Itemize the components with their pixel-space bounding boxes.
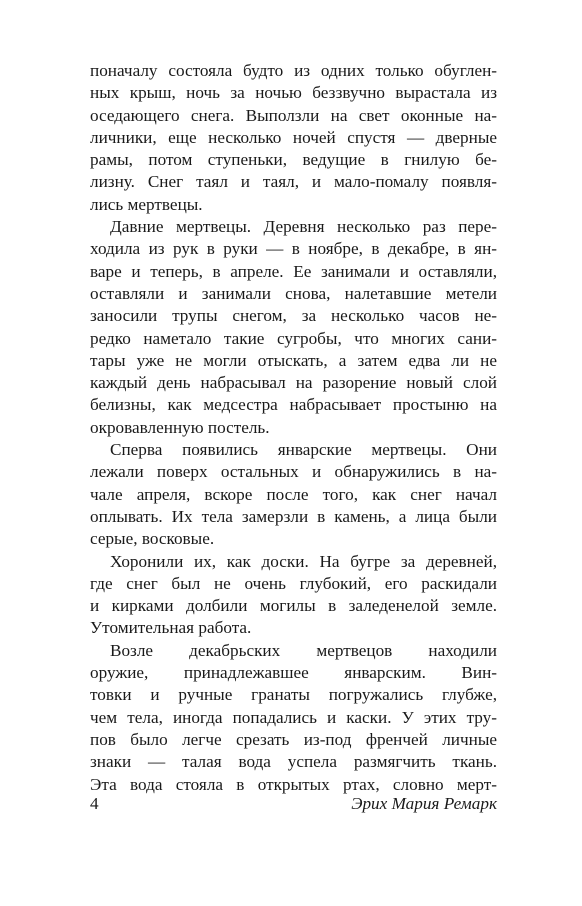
page-body [90,60,497,796]
text-line: варе и теперь, в апреле. Ее занимали и оставляли, [90,261,497,281]
page-footer [90,792,497,816]
paragraph-1 [90,60,497,216]
text-line: и кирками долбили могилы в заледенелой земле. [90,596,497,616]
text-line: рамы, потом ступеньки, ведущие в гнилую бе- [90,150,497,170]
text-line: Давние мертвецы. Деревня несколько раз пере- [110,217,497,237]
paragraph-2 [90,216,497,439]
paragraph-5 [90,640,497,796]
text-line: товки и ручные гранаты погружались глубже, [90,685,497,705]
text-line: оставляли и занимали снова, налетавшие метели [90,283,497,303]
text-line: тары уже не могли отыскать, а затем едва ли не [90,350,497,370]
text-line: лись мертвецы. [90,194,203,214]
text-line: серые, восковые. [90,529,215,549]
text-line: оружие, принадлежавшее январским. Вин- [90,663,497,683]
text-line: заносили трупы снегом, за несколько часов не- [90,306,497,326]
text-line: пов было легче срезать из-под френчей личные [90,729,497,749]
text-line: Возле декабрьских мертвецов находили [110,640,497,660]
text-line: оплывать. Их тела замерзли в камень, а лица были [90,506,497,526]
text-line: Эта вода стояла в открытых ртах, словно мерт- [90,774,497,794]
text-line: Утомительная работа. [90,618,252,638]
text-line: личники, еще несколько ночей спустя — дверные [90,127,497,147]
text-line: чем тела, иногда попадались и каски. У этих тру- [90,707,497,727]
text-line: поначалу состояла будто из одних только обуглен- [90,61,497,80]
text-line: лизну. Снег таял и таял, и мало-помалу появля- [90,172,497,192]
paragraph-3 [90,439,497,550]
text-line: окровавленную постель. [90,417,270,437]
text-line: оседающего снега. Выползли на свет оконные на- [90,105,497,125]
text-line: редко наметало такие сугробы, что многих сани- [90,328,497,348]
text-line: ных крыш, ночь за ночью беззвучно вырастала из [90,83,497,103]
text-line: лежали поверх остальных и обнаружились в на- [90,462,497,482]
text-line: белизны, как медсестра набрасывает простыню на [90,395,497,415]
text-line: чале апреля, вскоре после того, как снег начал [90,484,497,504]
page-number: 4 [90,794,99,813]
text-line: знаки — талая вода успела размягчить ткань. [90,752,497,772]
text-line: каждый день набрасывал на разорение новый слой [90,373,497,393]
text-line: где снег был не очень глубокий, его раскидали [90,573,497,593]
text-line: Сперва появились январские мертвецы. Они [110,440,497,460]
text-line: ходила из рук в руки — в ноябре, в декабре, в ян- [90,239,497,259]
text-line: Хоронили их, как доски. На бугре за деревней, [110,551,497,571]
paragraph-4 [90,551,497,640]
running-author: Эрих Мария Ремарк [351,794,497,813]
